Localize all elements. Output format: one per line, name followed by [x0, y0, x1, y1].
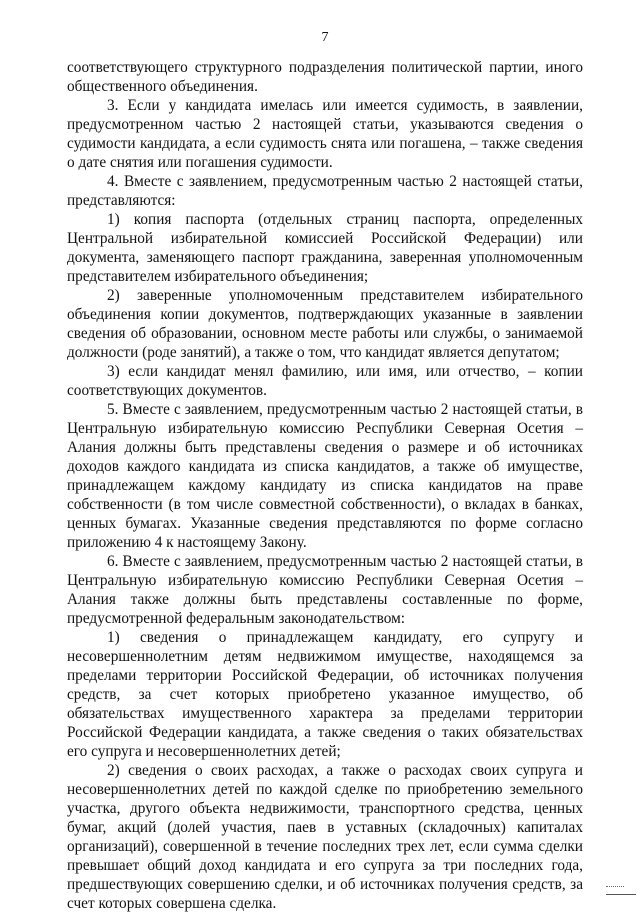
paragraph-part-5: 5. Вместе с заявлением, предусмотренным частью 2 настоящей статьи, в Центральную избирательную комиссию Республики Северная Осетия – Алания должны быть представлены сведения о размере и об источниках доходов каждого кандидата из списка кандидатов, а также об имуществе, принадлежащем каждому кандидату из списка кандидатов на праве собственности (в том числе совместной собственности), о вкладах в банках, ценных бумагах. Указанные сведения представляются по форме согласно приложению 4 к настоящему Закону. — [67, 401, 583, 551]
paragraph-continuation: соответствующего структурного подразделения политической партии, иного общественного объединения. — [67, 59, 583, 95]
paragraph-part-3: 3. Если у кандидата имелась или имеется судимость, в заявлении, предусмотренном частью 2 настоящей статьи, указываются сведения о судимости кандидата, а если судимость снята или погашена, – также сведения о дате снятия или погашения судимости. — [67, 97, 583, 171]
paragraph-part-4-item-3: 3) если кандидат менял фамилию, или имя, или отчество, – копии соответствующих документов. — [67, 363, 583, 399]
document-page — [67, 0, 583, 912]
paragraph-part-4-item-2: 2) заверенные уполномоченным представителем избирательного объединения копии документов, подтверждающих указанные в заявлении сведения об образовании, основном месте работы или службы, о занимаемой должности (роде занятий), а также о том, что кандидат является депутатом; — [67, 287, 583, 361]
document-body — [67, 58, 583, 913]
paragraph-part-6-item-1: 1) сведения о принадлежащем кандидату, его супругу и несовершеннолетним детям недвижимом имуществе, находящемся за пределами территории Российской Федерации, об источниках получения средств, за счет которых приобретено указанное имущество, об обязательствах имущественного характера за пределами территории Российской Федерации кандидата, а также сведения о таких обязательствах его супруга и несовершеннолетних детей; — [67, 629, 583, 760]
paragraph-part-6-item-2: 2) сведения о своих расходах, а также о расходах своих супруга и несовершеннолетних детей по каждой сделке по приобретению земельного участка, другого объекта недвижимости, транспортного средства, ценных бумаг, акций (долей участия, паев в уставных (складочных) капиталах организаций), совершенной в течение последних трех лет, если сумма сделки превышает общий доход кандидата и его супруга за три последних года, предшествующих совершению сделки, и об источниках получения средств, за счет которых совершена сделка. — [67, 762, 583, 912]
scan-corner-mark — [606, 882, 636, 895]
paragraph-part-4: 4. Вместе с заявлением, предусмотренным частью 2 настоящей статьи, представляются: — [67, 173, 583, 209]
page-number: 7 — [321, 30, 329, 45]
paragraph-part-6: 6. Вместе с заявлением, предусмотренным частью 2 настоящей статьи, в Центральную избирательную комиссию Республики Северная Осетия – Алания также должны быть представлены составленные по форме, предусмотренной федеральным законодательством: — [67, 553, 583, 627]
paragraph-part-4-item-1: 1) копия паспорта (отдельных страниц паспорта, определенных Центральной избирательной комиссией Российской Федерации) или документа, заменяющего паспорт гражданина, заверенная уполномоченным представителем избирательного объединения; — [67, 211, 583, 285]
